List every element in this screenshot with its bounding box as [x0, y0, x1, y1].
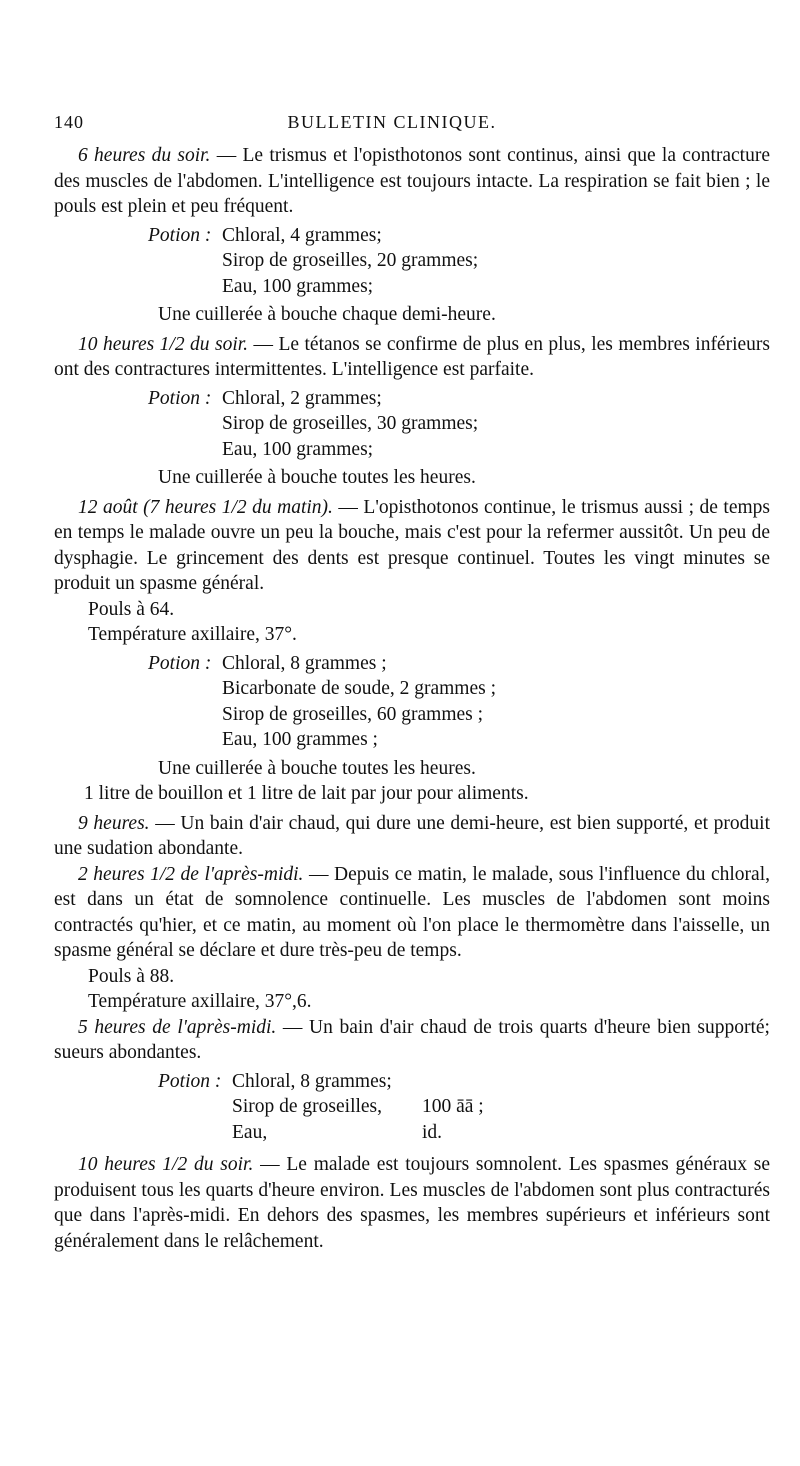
entry-text: — Un bain d'air chaud de trois quarts d'heure bien supporté; sueurs abondantes. [54, 1016, 770, 1063]
entry-paragraph [54, 1015, 770, 1066]
diet-line: 1 litre de bouillon et 1 litre de lait par jour pour aliments. [84, 783, 529, 804]
prescription [148, 223, 770, 300]
running-title: BULLETIN CLINIQUE. [287, 112, 497, 132]
entry-time: 10 heures 1/2 du soir. [78, 1154, 254, 1175]
prescription-line: Sirop de groseilles, 60 grammes ; [222, 703, 484, 725]
prescription-label: Potion : [148, 652, 212, 674]
entry-time: 9 heures. [78, 812, 150, 834]
prescription-label: Potion : [148, 387, 212, 409]
pulse-reading: Pouls à 64. [88, 598, 175, 620]
prescription-quantity: id. [422, 1121, 443, 1143]
dosage-line: Une cuillerée à bouche chaque demi-heure. [158, 304, 496, 325]
prescription-quantity: 100 āā ; [422, 1096, 484, 1117]
prescription [148, 651, 770, 753]
entry-text: — Le trismus et l'opisthotonos sont continus, ainsi que la contracture des muscles de l'abdomen. L'intelligence est toujours intacte. La respiration se fait bien ; le pouls est plein et peu fréquent. [54, 145, 770, 217]
entry-paragraph [54, 332, 770, 383]
prescription-line: Chloral, 2 grammes; [222, 387, 382, 409]
entry-time: 12 août (7 heures 1/2 du matin). [78, 496, 333, 518]
entry-paragraph [54, 862, 770, 964]
entry-text: — L'opisthotonos continue, le trismus aussi ; de temps en temps le malade ouvre un peu la bouche, mais c'est pour la refermer aussitôt. Un peu de dysphagie. Le grincement des dents est presque continuel. Toutes les vingt minutes se produit un spasme général. [54, 496, 770, 594]
prescription-line: Eau, 100 grammes; [222, 438, 374, 460]
dosage-line: Une cuillerée à bouche toutes les heures. [158, 757, 476, 779]
prescription-line: Eau, 100 grammes ; [222, 729, 378, 750]
prescription-line: Sirop de groseilles, 30 grammes; [222, 413, 479, 434]
prescription [148, 386, 770, 463]
entry-text: — Depuis ce matin, le malade, sous l'influence du chloral, est dans un état de somnolence continuelle. Les muscles de l'abdomen sont moins contractés qu'hier, et ce matin, au moment où l'on place le thermomètre dans l'aisselle, un spasme général se déclare et dure très-peu de temps. [54, 863, 770, 961]
prescription-line: Chloral, 4 grammes; [222, 224, 382, 246]
dosage-line: Une cuillerée à bouche toutes les heures. [158, 467, 476, 488]
entry-time: 10 heures 1/2 du soir. [78, 333, 249, 355]
temperature-reading: Température axillaire, 37°,6. [88, 991, 312, 1012]
prescription-ingredient: Eau, [232, 1121, 268, 1143]
prescription-line: Chloral, 8 grammes ; [222, 652, 387, 674]
entry-paragraph [54, 143, 770, 220]
entry-paragraph [54, 811, 770, 862]
prescription-line: Bicarbonate de soude, 2 grammes ; [222, 678, 496, 699]
prescription-ingredient: Sirop de groseilles, [232, 1096, 383, 1117]
prescription-line: Sirop de groseilles, 20 grammes; [222, 250, 479, 271]
entry-time: 6 heures du soir. [78, 145, 211, 166]
entry-paragraph [54, 1152, 770, 1254]
entry-time: 2 heures 1/2 de l'après-midi. [78, 863, 304, 885]
prescription-label: Potion : [158, 1070, 222, 1092]
page-number: 140 [54, 112, 84, 132]
running-header [54, 112, 770, 133]
entry-paragraph [54, 495, 770, 597]
entry-text: — Le tétanos se confirme de plus en plus, les membres inférieurs ont des contractures intermittentes. L'intelligence est parfaite. [54, 333, 770, 380]
entry-time: 5 heures de l'après-midi. [78, 1016, 277, 1038]
prescription-label: Potion : [148, 224, 212, 246]
temperature-reading: Température axillaire, 37°. [88, 624, 297, 645]
prescription-line: Eau, 100 grammes; [222, 275, 374, 297]
pulse-reading: Pouls à 88. [88, 965, 175, 987]
entry-text: — Le malade est toujours somnolent. Les spasmes généraux se produisent tous les quarts d'heure environ. Les muscles de l'abdomen sont plus contracturés que dans l'après-midi. En dehors des spasmes, les membres supérieurs et inférieurs sont généralement dans le relâchement. [54, 1154, 770, 1252]
entry-text: — Un bain d'air chaud, qui dure une demi-heure, est bien supporté, et produit une sudation abondante. [54, 812, 770, 859]
prescription [158, 1069, 770, 1146]
prescription-line: Chloral, 8 grammes; [232, 1070, 392, 1092]
page-body [54, 143, 770, 1254]
